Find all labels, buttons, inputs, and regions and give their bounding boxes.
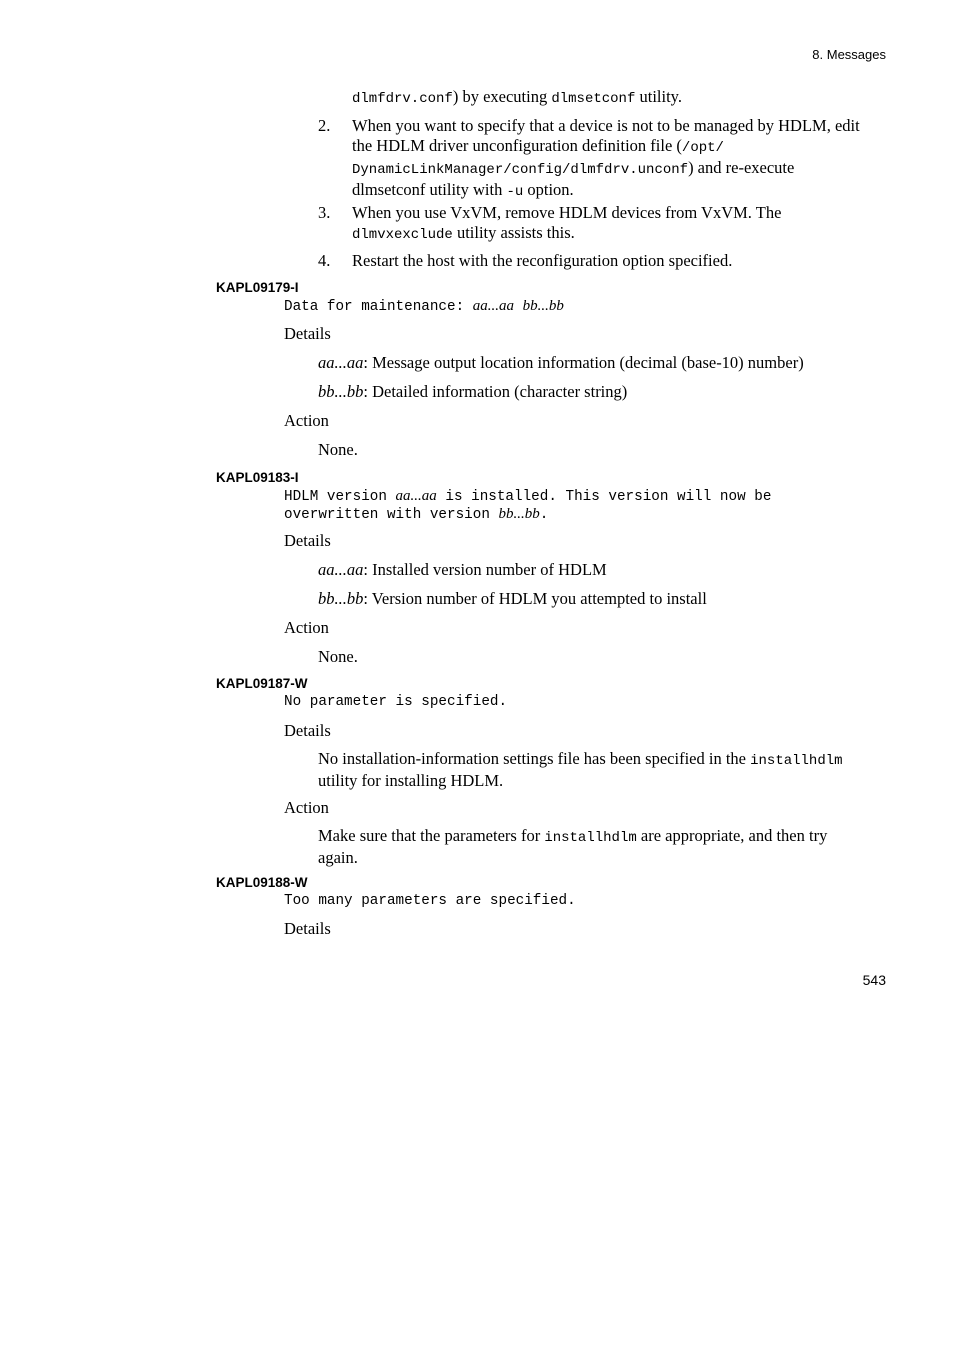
list-item: When you use VxVM, remove HDLM devices from VxVM. The dlmvxexclude utility assists this. <box>352 203 782 243</box>
inline-code: DynamicLinkManager/config/dlmfdrv.unconf <box>352 162 689 178</box>
detail-line: bb...bb: Version number of HDLM you attempted to install <box>318 589 707 608</box>
detail-paragraph: No installation-information settings file has been specified in the installhdlm utility for installing HDLM. <box>318 749 843 790</box>
detail-line: bb...bb: Detailed information (character string) <box>318 382 628 401</box>
inline-code: -u <box>506 184 524 200</box>
inline-code: dlmvxexclude <box>352 227 453 243</box>
details-label: Details <box>284 721 331 740</box>
page-number: 543 <box>862 972 886 988</box>
message-id: KAPL09188-W <box>216 875 308 890</box>
list-item-number: 4. <box>318 251 331 270</box>
inline-code: /opt/ <box>681 140 724 156</box>
message-id: KAPL09179-I <box>216 280 299 295</box>
detail-line: aa...aa: Installed version number of HDLM <box>318 560 607 579</box>
action-text: None. <box>318 440 358 459</box>
list-item-number: 3. <box>318 203 331 222</box>
inline-code: installhdlm <box>544 830 637 846</box>
message-text: No parameter is specified. <box>284 694 508 710</box>
action-text: None. <box>318 647 358 666</box>
inline-code: dlmsetconf <box>551 91 636 107</box>
details-label: Details <box>284 324 331 343</box>
message-id: KAPL09187-W <box>216 676 308 691</box>
action-label: Action <box>284 798 329 817</box>
inline-code: installhdlm <box>750 753 843 769</box>
list-item: When you want to specify that a device is not to be managed by HDLM, edit the HDLM driver unconfiguration definition file (/opt/ DynamicLinkManager/config/dlmfdrv.unconf) and re-execute dlmsetconf utility with -u option. <box>352 116 860 200</box>
message-text: Data for maintenance: aa...aa bb...bb <box>284 298 564 315</box>
inline-code: dlmfdrv.conf <box>352 91 453 107</box>
action-label: Action <box>284 411 329 430</box>
running-header: 8. Messages <box>812 47 886 62</box>
message-text: Too many parameters are specified. <box>284 893 576 909</box>
action-label: Action <box>284 618 329 637</box>
message-text: HDLM version aa...aa is installed. This version will now be overwritten with version bb...bb. <box>284 488 772 523</box>
details-label: Details <box>284 531 331 550</box>
intro-line: dlmfdrv.conf) by executing dlmsetconf utility. <box>352 87 682 107</box>
details-label: Details <box>284 919 331 938</box>
detail-line: aa...aa: Message output location information (decimal (base-10) number) <box>318 353 804 372</box>
message-id: KAPL09183-I <box>216 470 299 485</box>
action-paragraph: Make sure that the parameters for installhdlm are appropriate, and then try again. <box>318 826 828 867</box>
list-item-number: 2. <box>318 116 331 135</box>
list-item: Restart the host with the reconfiguration option specified. <box>352 251 733 270</box>
